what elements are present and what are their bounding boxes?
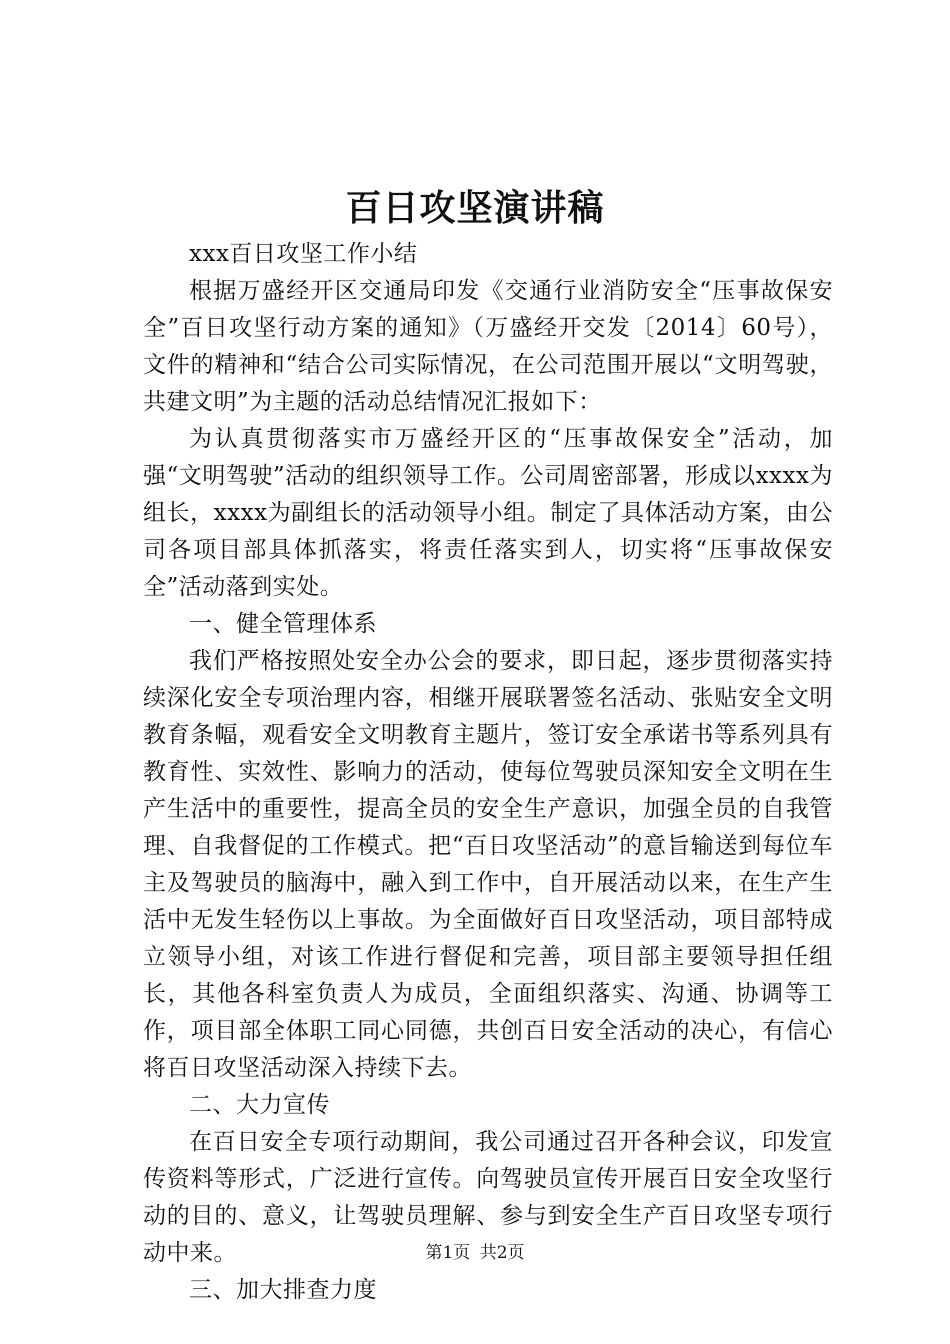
paragraph-subtitle: xxx百日攻坚工作小结 <box>189 241 418 267</box>
page-number: 第1页 <box>425 1243 471 1263</box>
paragraph-organization: 为认真贯彻落实市万盛经开区的“压事故保安全”活动，加强“文明驾驶”活动的组织领导工作。公司周密部署，形成以xxxx为组长，xxxx为副组长的活动领导小组。制定了具体活动方案，由公司各项目部具体抓落实，将责任落实到人，切实将“压事故保安全”活动落到实处。 <box>143 426 833 600</box>
section-heading-3: 三、加大排查力度 <box>189 1277 377 1303</box>
section-heading-2: 二、大力宣传 <box>189 1092 330 1118</box>
document-body <box>143 236 833 1309</box>
document-title: 百日攻坚演讲稿 <box>345 187 605 229</box>
page-total: 共2页 <box>479 1243 525 1263</box>
paragraph-publicity: 在百日安全专项行动期间，我公司通过召开各种会议，印发宣传资料等形式，广泛进行宣传。向驾驶员宣传开展百日安全攻坚行动的目的、意义，让驾驶员理解、参与到安全生产百日攻坚专项行动中来。 <box>143 1129 833 1266</box>
paragraph-management: 我们严格按照处安全办公会的要求，即日起，逐步贯彻落实持续深化安全专项治理内容，相继开展联署签名活动、张贴安全文明教育条幅，观看安全文明教育主题片，签订安全承诺书等系列具有教育性、实效性、影响力的活动，使每位驾驶员深知安全文明在生产生活中的重要性，提高全员的安全生产意识，加强全员的自我管理、自我督促的工作模式。把“百日攻坚活动”的意旨输送到每位车主及驾驶员的脑海中，融入到工作中，自开展活动以来，在生产生活中无发生轻伤以上事故。为全面做好百日攻坚活动，项目部特成立领导小组，对该工作进行督促和完善，项目部主要领导担任组长，其他各科室负责人为成员，全面组织落实、沟通、协调等工作，项目部全体职工同心同德，共创百日安全活动的决心，有信心将百日攻坚活动深入持续下去。 <box>143 648 833 1081</box>
paragraph-intro: 根据万盛经开区交通局印发《交通行业消防安全“压事故保安全”百日攻坚行动方案的通知》（万盛经开交发〔2014〕60号），文件的精神和“结合公司实际情况，在公司范围开展以“文明驾驶，共建文明”为主题的活动总结情况汇报如下： <box>143 278 833 415</box>
section-heading-1: 一、健全管理体系 <box>189 611 377 637</box>
page-footer <box>0 1241 950 1265</box>
